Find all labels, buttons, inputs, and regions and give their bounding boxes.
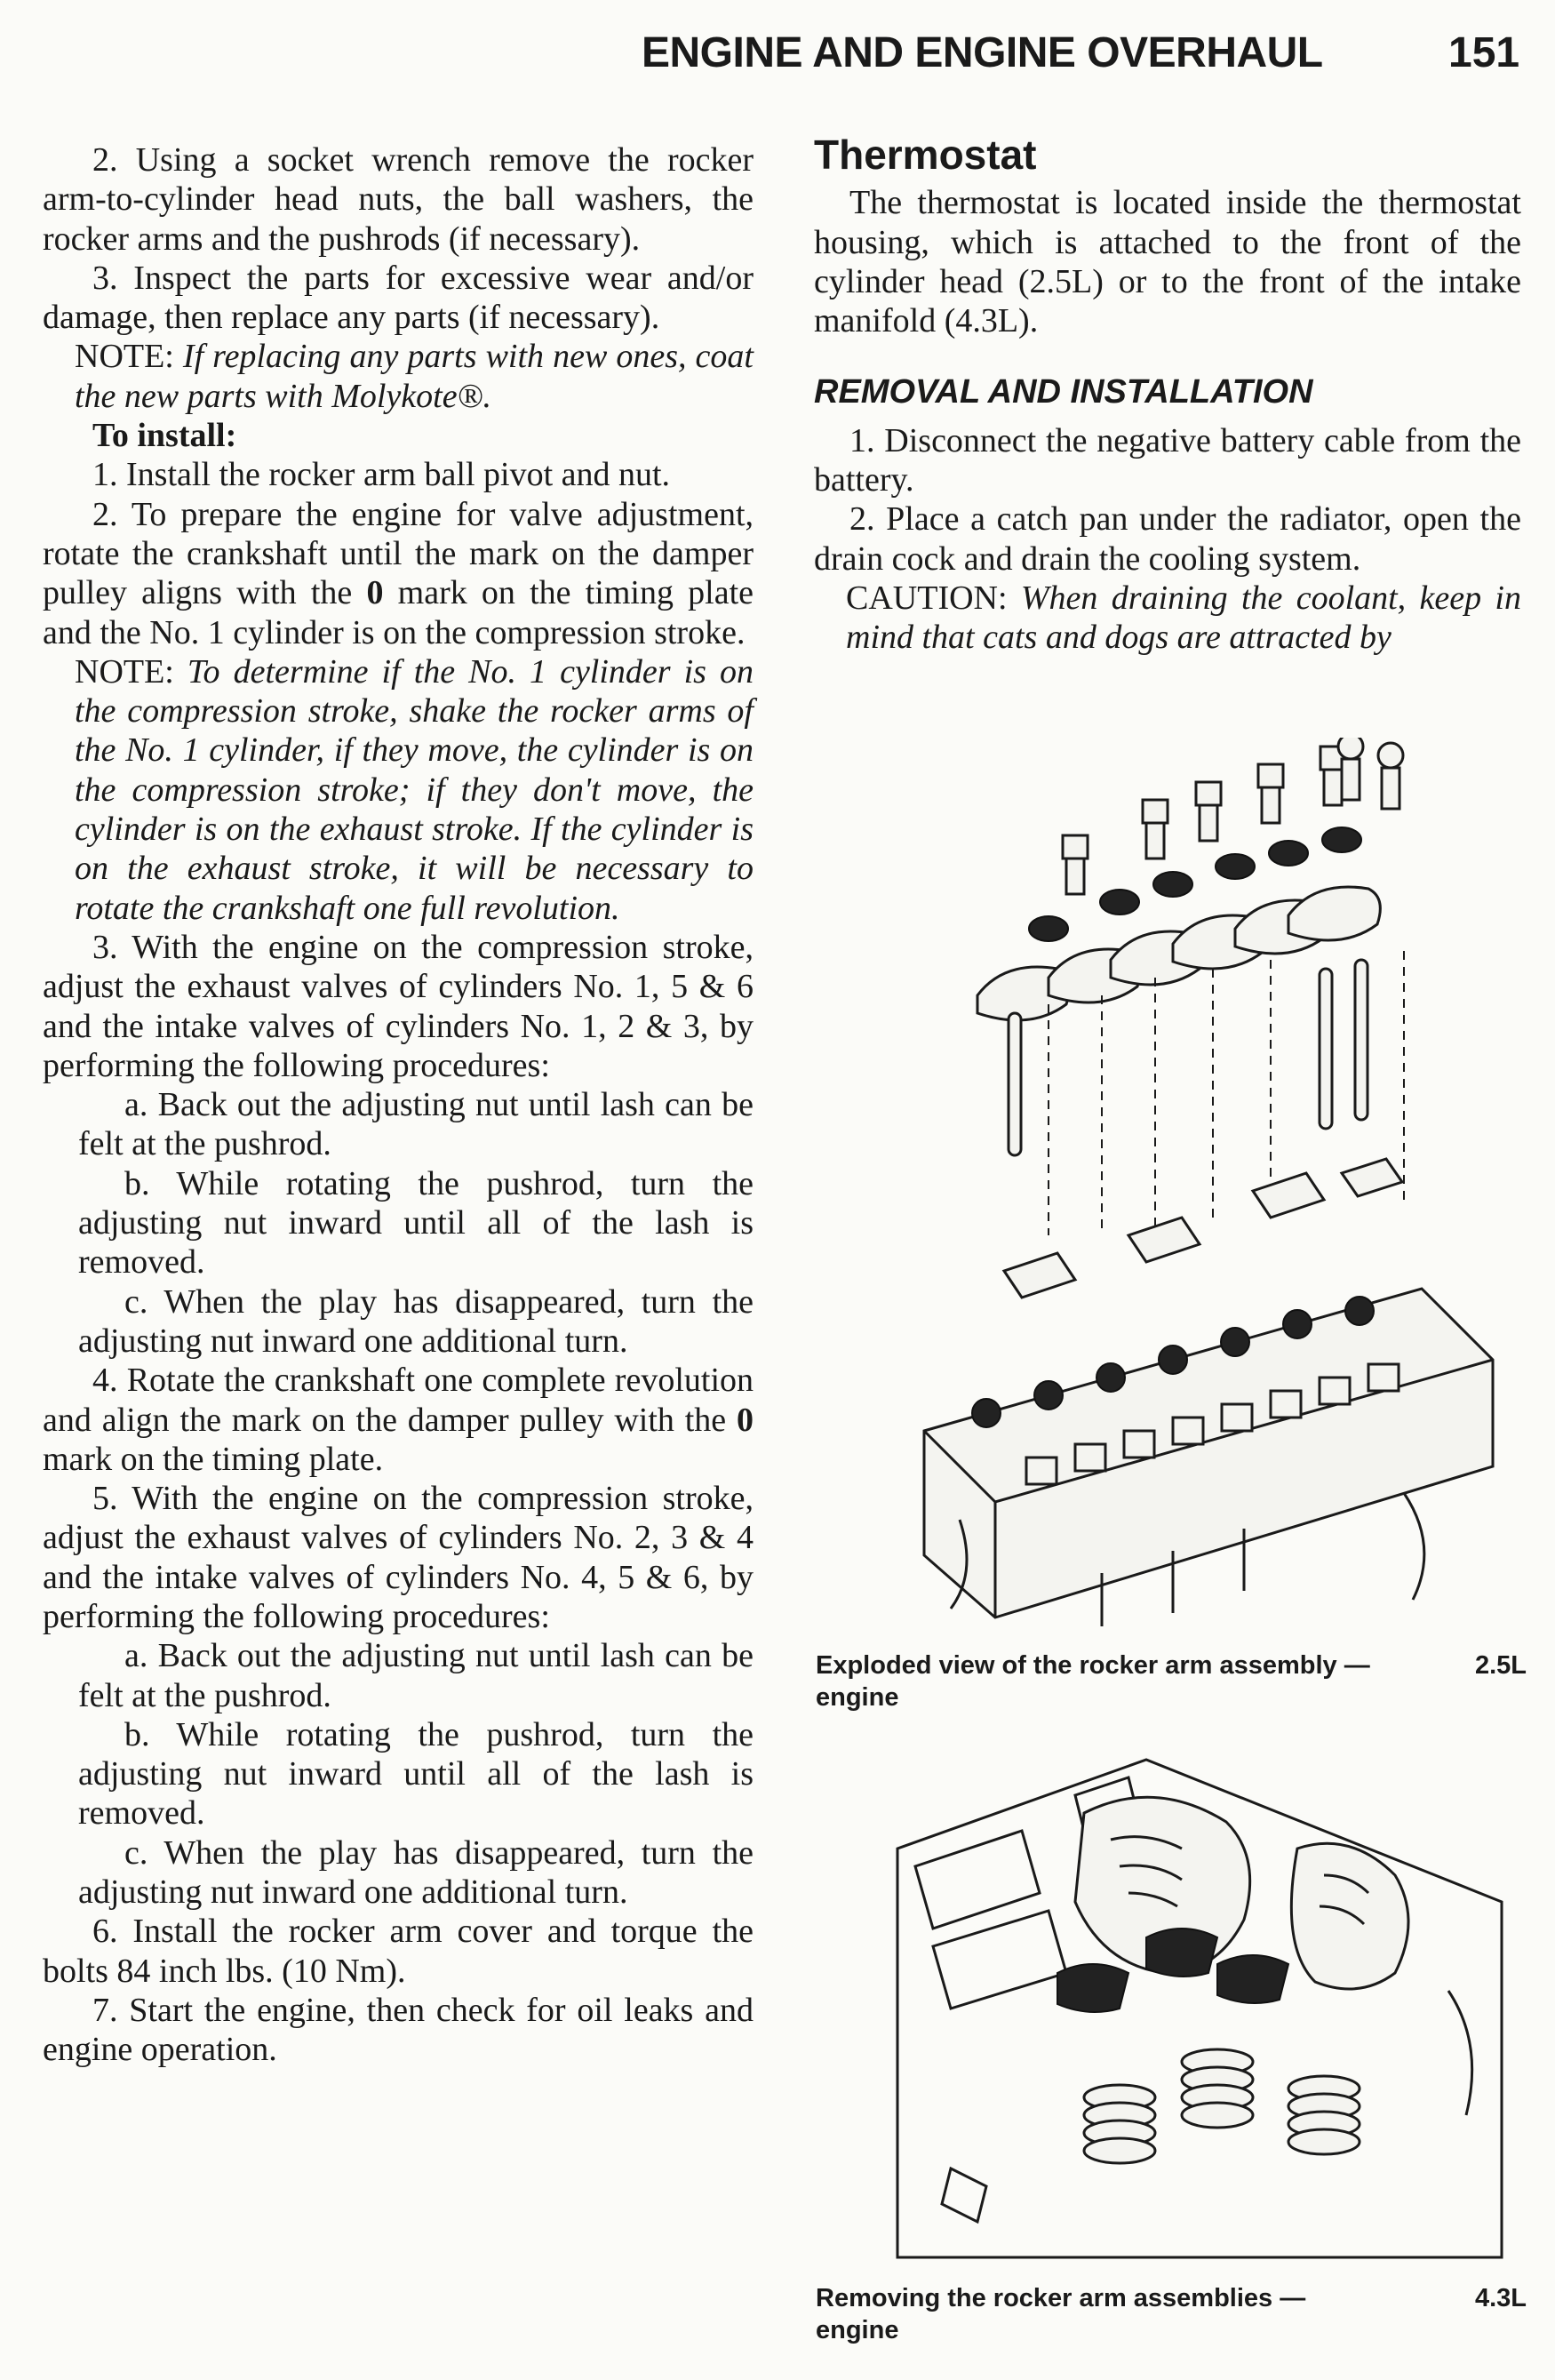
to-install-heading: To install: xyxy=(92,417,237,455)
zero-mark: 0 xyxy=(737,1401,754,1439)
caption-1-text: Exploded view of the rocker arm assembly — xyxy=(816,1651,1370,1680)
install-step-7: 7. Start the engine, then check for oil leaks and engine operation. xyxy=(43,1991,754,2069)
right-column xyxy=(814,132,1521,658)
valve-springs xyxy=(1084,2049,1360,2163)
install-step-4-text-b: mark on the timing plate. xyxy=(43,1440,384,1478)
zero-mark: 0 xyxy=(366,574,384,612)
bolt-fragment xyxy=(942,2168,986,2222)
note-label: NOTE: xyxy=(75,652,187,691)
note-label: NOTE: xyxy=(75,338,183,376)
figure-1-caption xyxy=(816,1649,1527,1713)
rocker-arms-closeup xyxy=(1057,1929,1288,2012)
thermostat-intro: The thermostat is located inside the thermostat housing, which is attached to the front of the cylinder head (2.5L) or to the front of the intake manifold (4.3L). xyxy=(814,184,1521,340)
install-step-3b: b. While rotating the pushrod, turn the adjusting nut inward until all of the lash is removed. xyxy=(78,1164,754,1282)
caution-coolant xyxy=(814,579,1521,658)
cylinder-head xyxy=(924,1289,1493,1626)
install-step-5c: c. When the play has disappeared, turn the adjusting nut inward one additional turn. xyxy=(78,1833,754,1912)
subheading-removal-installation: REMOVAL AND INSTALLATION xyxy=(814,373,1313,411)
caution-text: When draining the coolant, keep in mind that cats and dogs are attracted by xyxy=(846,579,1521,657)
install-step-3: 3. With the engine on the compression stroke, adjust the exhaust valves of cylinders No. 1, 5 & 6 and the intake valves of cylinders No. 1, 2 & 3, by performing the following procedures: xyxy=(43,928,754,1084)
rocker-arm-removal-diagram xyxy=(880,1742,1511,2275)
note-molykote xyxy=(43,337,754,416)
figure-2-caption xyxy=(816,2282,1527,2346)
step-2-remove: 2. Using a socket wrench remove the rocker arm-to-cylinder head nuts, the ball washers, the rocker arms and the pushrods (if necessary). xyxy=(43,141,754,258)
section-heading-thermostat: Thermostat xyxy=(814,132,1037,178)
caption-1-tail: 2.5L xyxy=(1474,1651,1527,1680)
install-step-1: 1. Install the rocker arm ball pivot and nut. xyxy=(92,456,671,494)
install-step-4-text-a: 4. Rotate the crankshaft one complete revolution and align the mark on the damper pulley with the xyxy=(43,1362,754,1439)
caption-2-text: Removing the rocker arm assemblies — xyxy=(816,2284,1306,2312)
chapter-title: ENGINE AND ENGINE OVERHAUL xyxy=(642,29,1323,76)
page-number: 151 xyxy=(1448,29,1520,76)
install-step-5: 5. With the engine on the compression stroke, adjust the exhaust valves of cylinders No. 2, 3 & 4 and the intake valves of cylinders No. 4, 5 & 6, by performing the following procedures: xyxy=(43,1480,754,1635)
rocker-arm-exploded-diagram xyxy=(871,738,1511,1644)
install-step-5b: b. While rotating the pushrod, turn the adjusting nut inward until all of the lash is removed. xyxy=(78,1715,754,1833)
pushrod-guides xyxy=(1004,1159,1402,1298)
caption-1-line2: engine xyxy=(816,1683,899,1712)
caution-label: CAUTION: xyxy=(846,579,1021,617)
install-step-4 xyxy=(43,1361,754,1479)
install-step-5a: a. Back out the adjusting nut until lash can be felt at the pushrod. xyxy=(78,1637,754,1714)
caption-2-line2: engine xyxy=(816,2316,899,2344)
note-text: If replacing any parts with new ones, coat the new parts with Molykote®. xyxy=(75,338,754,415)
install-step-2 xyxy=(43,495,754,652)
removal-step-1: 1. Disconnect the negative battery cable from the battery. xyxy=(814,421,1521,499)
step-3-inspect: 3. Inspect the parts for excessive wear and/or damage, then replace any parts (if necessary). xyxy=(43,259,754,337)
caption-2-tail: 4.3L xyxy=(1474,2284,1527,2312)
page-header xyxy=(0,27,1555,89)
removal-step-2: 2. Place a catch pan under the radiator, open the drain cock and drain the cooling system. xyxy=(814,500,1521,578)
install-step-6: 6. Install the rocker arm cover and torque the bolts 84 inch lbs. (10 Nm). xyxy=(43,1913,754,1990)
install-step-3a: a. Back out the adjusting nut until lash can be felt at the pushrod. xyxy=(78,1086,754,1163)
note-compression xyxy=(43,652,754,928)
hose-line xyxy=(1448,1991,1472,2115)
left-column xyxy=(43,140,754,2070)
install-step-2-text-a: 2. To prepare the engine for valve adjustment, rotate the crankshaft until the mark on the damper pulley aligns with the xyxy=(43,495,754,612)
install-step-2-text-b: mark on the timing plate and the No. 1 cylinder is on the compression stroke. xyxy=(43,574,754,651)
note-text: To determine if the No. 1 cylinder is on the compression stroke, shake the rocker arms of the No. 1 cylinder, if they move, the cylinder is on the compression stroke; if they don't move, the cylinder is on the exhaust stroke. If the cylinder is on the exhaust stroke, it will be necessary to rotate the crankshaft one full revolution. xyxy=(75,652,754,927)
install-step-3c: c. When the play has disappeared, turn the adjusting nut inward one additional turn. xyxy=(78,1282,754,1360)
